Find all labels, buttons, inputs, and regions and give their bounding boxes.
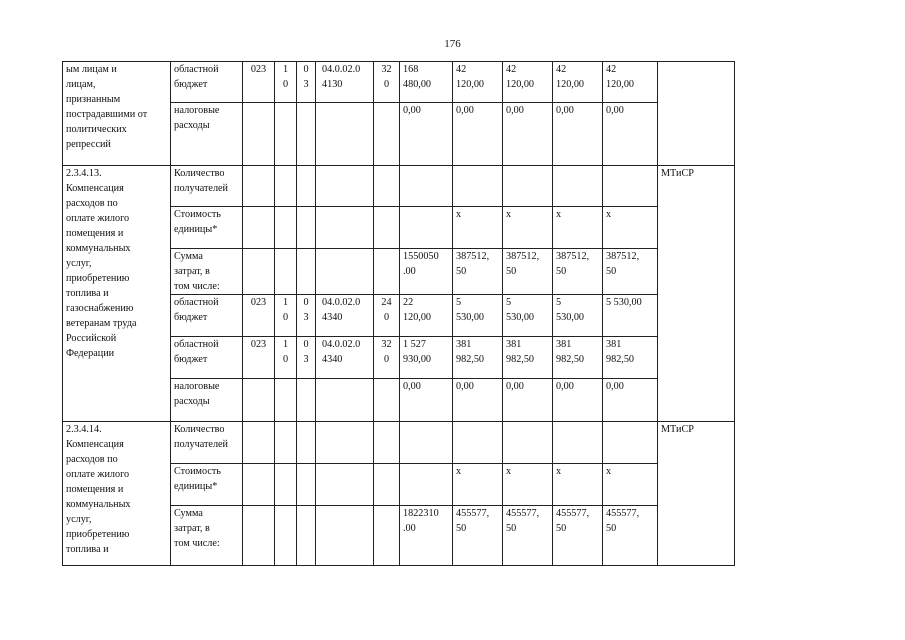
target-article-cell [316, 379, 374, 422]
measure-name-cell-line: Компенсация [66, 439, 124, 450]
amount-cell [453, 295, 503, 337]
amount-cell-line: 50 [456, 523, 467, 534]
amount-cell-line: 50 [606, 523, 617, 534]
indicator-cell [171, 249, 243, 295]
amount-cell [453, 506, 503, 566]
amount-cell [553, 103, 603, 166]
amount-cell [603, 62, 658, 103]
amount-cell-line: 50 [506, 266, 517, 277]
indicator-cell-line: том числе: [174, 281, 220, 292]
amount-cell [453, 337, 503, 379]
amount-cell-line: x [556, 466, 562, 477]
amount-cell-line: x [606, 466, 612, 477]
amount-cell [553, 337, 603, 379]
indicator-cell-line: Стоимость [174, 209, 221, 220]
measure-name-cell [63, 422, 171, 566]
indicator-cell-line: единицы* [174, 481, 218, 492]
amount-cell-line: 0,00 [556, 381, 574, 392]
expense-type-cell-line: 0 [383, 79, 390, 90]
amount-cell [553, 464, 603, 506]
amount-cell-line: 982,50 [456, 354, 485, 365]
grbs-code-cell [243, 379, 275, 422]
amount-cell-line: 50 [506, 523, 517, 534]
amount-cell [453, 62, 503, 103]
subsection-code-cell [297, 249, 316, 295]
amount-cell [553, 249, 603, 295]
section-code-cell-line: 0 [282, 79, 289, 90]
measure-name-cell-line: оплате жилого [66, 469, 130, 480]
amount-cell [503, 166, 553, 207]
amount-cell-line: 381 [606, 339, 622, 350]
target-article-cell [316, 337, 374, 379]
amount-cell-line: 22 [403, 297, 414, 308]
indicator-cell-line: затрат, в [174, 266, 210, 277]
amount-cell [453, 166, 503, 207]
amount-cell [503, 62, 553, 103]
amount-cell-line: 42 [556, 64, 567, 75]
amount-cell-line: 0,00 [456, 105, 474, 116]
section-code-cell [275, 62, 297, 103]
measure-name-cell-line: приобретению [66, 529, 130, 540]
amount-cell [400, 295, 453, 337]
expense-type-cell-line: 0 [383, 354, 390, 365]
indicator-cell-line: налоговые [174, 105, 220, 116]
indicator-cell-line: расходы [174, 396, 210, 407]
indicator-cell [171, 62, 243, 103]
amount-cell-line: 387512, [506, 251, 540, 262]
expense-type-cell [374, 379, 400, 422]
amount-cell [400, 62, 453, 103]
amount-cell-line: 480,00 [403, 79, 432, 90]
target-article-cell [316, 62, 374, 103]
amount-cell-line: 0,00 [506, 381, 524, 392]
amount-cell-line: 387512, [556, 251, 590, 262]
measure-name-cell-line: газоснабжению [66, 303, 134, 314]
amount-cell-line: 381 [456, 339, 472, 350]
target-article-cell-line: 04.0.02.0 [322, 64, 361, 75]
amount-cell-line: 120,00 [506, 79, 535, 90]
amount-cell-line: 930,00 [403, 354, 432, 365]
amount-cell-line: 387512, [456, 251, 490, 262]
grbs-code-cell [243, 464, 275, 506]
measure-name-cell-line: ветеранам труда [66, 318, 137, 329]
executor-cell-line: МТиСР [661, 168, 694, 179]
subsection-code-cell-line: 3 [303, 312, 309, 323]
indicator-cell [171, 422, 243, 464]
amount-cell-line: 1 527 [403, 339, 426, 350]
amount-cell-line: 50 [556, 523, 567, 534]
indicator-cell-line: Количество [174, 424, 225, 435]
amount-cell [503, 464, 553, 506]
measure-name-cell [63, 166, 171, 422]
amount-cell-line: 42 [456, 64, 467, 75]
amount-cell-line: 982,50 [556, 354, 585, 365]
subsection-code-cell [297, 295, 316, 337]
amount-cell-line: 0,00 [403, 381, 421, 392]
expense-type-cell [374, 506, 400, 566]
indicator-cell-line: получателей [174, 439, 229, 450]
amount-cell [503, 103, 553, 166]
target-article-cell-line: 4340 [322, 312, 343, 323]
expense-type-cell-line: 0 [383, 312, 390, 323]
measure-name-cell-line: лицам, [66, 79, 96, 90]
amount-cell-line: 50 [556, 266, 567, 277]
amount-cell [400, 379, 453, 422]
measure-name-cell-line: репрессий [66, 139, 111, 150]
target-article-cell-line: 4340 [322, 354, 343, 365]
target-article-cell [316, 422, 374, 464]
amount-cell [400, 337, 453, 379]
measure-name-cell-line: услуг, [66, 258, 92, 269]
section-code-cell [275, 249, 297, 295]
amount-cell-line: 530,00 [556, 312, 585, 323]
subsection-code-cell [297, 379, 316, 422]
amount-cell [553, 422, 603, 464]
expense-type-cell [374, 295, 400, 337]
measure-name-cell-line: политических [66, 124, 127, 135]
amount-cell-line: 455577, [456, 508, 490, 519]
amount-cell-line: 120,00 [456, 79, 485, 90]
amount-cell-line: 50 [606, 266, 617, 277]
amount-cell-line: 5 [556, 297, 562, 308]
grbs-code-cell [243, 337, 275, 379]
amount-cell-line: 381 [556, 339, 572, 350]
section-code-cell [275, 207, 297, 249]
amount-cell-line: x [606, 209, 612, 220]
indicator-cell-line: областной [174, 339, 219, 350]
amount-cell-line: 5 530,00 [606, 297, 642, 308]
amount-cell-line: 455577, [506, 508, 540, 519]
target-article-cell-line: 04.0.02.0 [322, 339, 361, 350]
grbs-code-cell [243, 207, 275, 249]
indicator-cell [171, 506, 243, 566]
measure-name-cell-line: ым лицам и [66, 64, 117, 75]
subsection-code-cell [297, 62, 316, 103]
measure-name-cell-line: Федерации [66, 348, 115, 359]
section-code-cell-line: 0 [282, 312, 289, 323]
expense-type-cell-line: 24 [381, 297, 392, 308]
amount-cell [503, 506, 553, 566]
section-code-cell [275, 422, 297, 464]
indicator-cell-line: Сумма [174, 251, 203, 262]
amount-cell-line: 0,00 [556, 105, 574, 116]
indicator-cell [171, 207, 243, 249]
section-code-cell-line: 1 [282, 297, 289, 308]
subsection-code-cell-line: 3 [303, 79, 309, 90]
subsection-code-cell-line: 0 [303, 339, 309, 350]
indicator-cell-line: Количество [174, 168, 225, 179]
expense-type-cell [374, 422, 400, 464]
amount-cell-line: 120,00 [556, 79, 585, 90]
section-code-cell [275, 464, 297, 506]
amount-cell-line: 0,00 [403, 105, 421, 116]
expense-type-cell-line: 32 [381, 339, 392, 350]
amount-cell-line: 455577, [606, 508, 640, 519]
subsection-code-cell [297, 506, 316, 566]
section-code-cell-line: 1 [282, 339, 289, 350]
indicator-cell [171, 295, 243, 337]
amount-cell-line: 168 [403, 64, 419, 75]
amount-cell [503, 337, 553, 379]
amount-cell [400, 166, 453, 207]
measure-name-cell-line: Российской [66, 333, 117, 344]
amount-cell [603, 506, 658, 566]
measure-name-cell [63, 62, 171, 166]
amount-cell-line: 0,00 [606, 381, 624, 392]
target-article-cell [316, 295, 374, 337]
measure-name-cell-line: Компенсация [66, 183, 124, 194]
amount-cell [453, 103, 503, 166]
grbs-code-cell [243, 422, 275, 464]
amount-cell [400, 506, 453, 566]
executor-cell-line: МТиСР [661, 424, 694, 435]
executor-cell [658, 166, 735, 422]
measure-name-cell-line: топлива и [66, 288, 109, 299]
expense-type-cell [374, 464, 400, 506]
amount-cell [553, 295, 603, 337]
target-article-cell [316, 506, 374, 566]
amount-cell-line: 530,00 [506, 312, 535, 323]
expense-type-cell [374, 249, 400, 295]
subsection-code-cell [297, 207, 316, 249]
measure-name-cell-line: приобретению [66, 273, 130, 284]
indicator-cell [171, 464, 243, 506]
amount-cell [603, 337, 658, 379]
expense-type-cell [374, 62, 400, 103]
amount-cell-line: 1550050 [403, 251, 439, 262]
target-article-cell [316, 166, 374, 207]
indicator-cell [171, 337, 243, 379]
grbs-code-cell [243, 103, 275, 166]
indicator-cell-line: Сумма [174, 508, 203, 519]
grbs-code-cell [243, 249, 275, 295]
amount-cell-line: 50 [456, 266, 467, 277]
amount-cell [453, 249, 503, 295]
amount-cell-line: 120,00 [606, 79, 635, 90]
table-row [63, 422, 843, 464]
table-row [63, 166, 843, 207]
indicator-cell-line: затрат, в [174, 523, 210, 534]
amount-cell-line: 42 [606, 64, 617, 75]
amount-cell [603, 207, 658, 249]
subsection-code-cell [297, 422, 316, 464]
amount-cell [503, 295, 553, 337]
amount-cell [603, 103, 658, 166]
measure-name-cell-line: коммунальных [66, 243, 131, 254]
amount-cell [603, 166, 658, 207]
amount-cell-line: x [456, 209, 462, 220]
budget-table [62, 61, 843, 566]
amount-cell-line: x [556, 209, 562, 220]
measure-name-cell-line: признанным [66, 94, 121, 105]
amount-cell [400, 207, 453, 249]
subsection-code-cell-line: 3 [303, 354, 309, 365]
amount-cell-line: 1822310 [403, 508, 439, 519]
amount-cell-line: 0,00 [456, 381, 474, 392]
grbs-code-cell [243, 166, 275, 207]
section-code-cell [275, 379, 297, 422]
expense-type-cell [374, 337, 400, 379]
subsection-code-cell-line: 0 [303, 64, 309, 75]
page-number: 176 [444, 38, 461, 50]
measure-name-cell-line: коммунальных [66, 499, 131, 510]
measure-name-cell-line: 2.3.4.13. [66, 168, 102, 179]
target-article-cell [316, 207, 374, 249]
subsection-code-cell [297, 464, 316, 506]
executor-cell [658, 422, 735, 566]
section-code-cell-line: 0 [282, 354, 289, 365]
amount-cell [603, 295, 658, 337]
amount-cell-line: 982,50 [506, 354, 535, 365]
expense-type-cell [374, 166, 400, 207]
amount-cell [400, 422, 453, 464]
subsection-code-cell [297, 103, 316, 166]
amount-cell [603, 464, 658, 506]
section-code-cell [275, 103, 297, 166]
measure-name-cell-line: помещения и [66, 484, 124, 495]
amount-cell-line: x [506, 209, 512, 220]
grbs-code-cell-line: 023 [250, 64, 267, 75]
target-article-cell-line: 4130 [322, 79, 343, 90]
amount-cell-line: 42 [506, 64, 517, 75]
target-article-cell [316, 249, 374, 295]
amount-cell [453, 207, 503, 249]
indicator-cell [171, 166, 243, 207]
grbs-code-cell [243, 295, 275, 337]
amount-cell [503, 249, 553, 295]
amount-cell [453, 422, 503, 464]
amount-cell-line: 387512, [606, 251, 640, 262]
section-code-cell [275, 506, 297, 566]
target-article-cell-line: 04.0.02.0 [322, 297, 361, 308]
indicator-cell-line: областной [174, 64, 219, 75]
amount-cell [400, 103, 453, 166]
amount-cell [553, 207, 603, 249]
amount-cell [603, 422, 658, 464]
measure-name-cell-line: топлива и [66, 544, 109, 555]
amount-cell [503, 207, 553, 249]
grbs-code-cell-line: 023 [250, 339, 267, 350]
expense-type-cell [374, 207, 400, 249]
amount-cell [400, 249, 453, 295]
indicator-cell-line: получателей [174, 183, 229, 194]
amount-cell-line: 530,00 [456, 312, 485, 323]
amount-cell-line: 120,00 [403, 312, 432, 323]
amount-cell [453, 379, 503, 422]
indicator-cell-line: расходы [174, 120, 210, 131]
indicator-cell-line: том числе: [174, 538, 220, 549]
amount-cell-line: x [506, 466, 512, 477]
measure-name-cell-line: пострадавшими от [66, 109, 148, 120]
amount-cell-line: 5 [456, 297, 462, 308]
target-article-cell [316, 464, 374, 506]
amount-cell [603, 379, 658, 422]
amount-cell-line: 0,00 [606, 105, 624, 116]
indicator-cell-line: налоговые [174, 381, 220, 392]
indicator-cell-line: единицы* [174, 224, 218, 235]
amount-cell-line: x [456, 466, 462, 477]
subsection-code-cell [297, 166, 316, 207]
grbs-code-cell-line: 023 [250, 297, 267, 308]
amount-cell [453, 464, 503, 506]
indicator-cell-line: бюджет [174, 312, 208, 323]
measure-name-cell-line: расходов по [66, 198, 118, 209]
subsection-code-cell [297, 337, 316, 379]
amount-cell [503, 422, 553, 464]
amount-cell-line: 0,00 [506, 105, 524, 116]
measure-name-cell-line: 2.3.4.14. [66, 424, 102, 435]
amount-cell [553, 62, 603, 103]
indicator-cell-line: бюджет [174, 354, 208, 365]
amount-cell [603, 249, 658, 295]
indicator-cell [171, 103, 243, 166]
section-code-cell [275, 295, 297, 337]
expense-type-cell-line: 32 [381, 64, 392, 75]
measure-name-cell-line: оплате жилого [66, 213, 130, 224]
section-code-cell-line: 1 [282, 64, 289, 75]
measure-name-cell-line: услуг, [66, 514, 92, 525]
grbs-code-cell [243, 62, 275, 103]
amount-cell [553, 379, 603, 422]
measure-name-cell-line: расходов по [66, 454, 118, 465]
section-code-cell [275, 337, 297, 379]
grbs-code-cell [243, 506, 275, 566]
amount-cell [553, 506, 603, 566]
amount-cell-line: 5 [506, 297, 512, 308]
amount-cell [553, 166, 603, 207]
amount-cell-line: 982,50 [606, 354, 635, 365]
target-article-cell [316, 103, 374, 166]
amount-cell [503, 379, 553, 422]
indicator-cell-line: областной [174, 297, 219, 308]
amount-cell [400, 464, 453, 506]
measure-name-cell-line: помещения и [66, 228, 124, 239]
amount-cell-line: .00 [403, 266, 416, 277]
subsection-code-cell-line: 0 [303, 297, 309, 308]
indicator-cell [171, 379, 243, 422]
amount-cell-line: .00 [403, 523, 416, 534]
expense-type-cell [374, 103, 400, 166]
section-code-cell [275, 166, 297, 207]
indicator-cell-line: Стоимость [174, 466, 221, 477]
indicator-cell-line: бюджет [174, 79, 208, 90]
executor-cell [658, 62, 735, 166]
amount-cell-line: 381 [506, 339, 522, 350]
amount-cell-line: 455577, [556, 508, 590, 519]
table-row [63, 62, 843, 103]
